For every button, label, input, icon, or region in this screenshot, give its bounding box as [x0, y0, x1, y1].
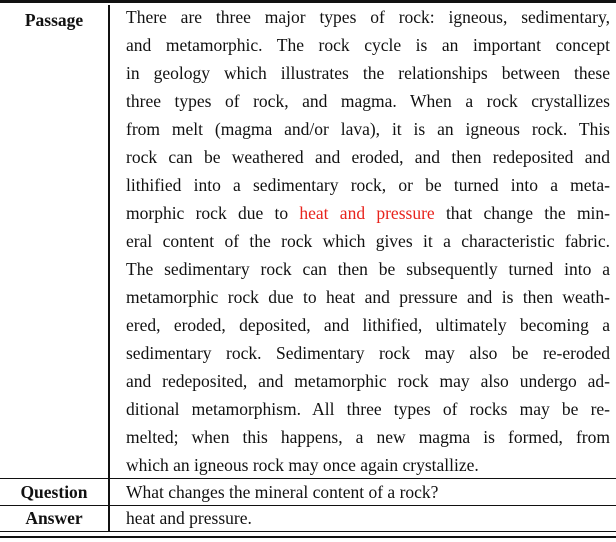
highlighted-answer-span: heat and pressure: [299, 203, 435, 223]
bottom-rule-double: [0, 536, 616, 538]
passage-line: melted; when this happens, a new magma is formed, from: [126, 427, 610, 447]
answer-text: heat and pressure.: [126, 508, 252, 528]
row-divider: [0, 505, 616, 506]
passage-line: which an igneous rock may once again crystallize.: [126, 455, 479, 475]
passage-line: [126, 199, 610, 227]
passage-line: sedimentary rock. Sedimentary rock may also be re-eroded: [126, 343, 610, 363]
passage-line: three types of rock, and magma. When a rock crystallizes: [126, 91, 610, 111]
passage-line: and metamorphic. The rock cycle is an important concept: [126, 35, 610, 55]
passage-label: Passage: [24, 10, 84, 30]
passage-line: in geology which illustrates the relationships between these: [126, 63, 610, 83]
answer-label: Answer: [25, 508, 83, 528]
question-text: What changes the mineral content of a rock?: [126, 482, 439, 502]
bottom-rule: [0, 531, 616, 532]
passage-text: [126, 3, 610, 479]
passage-line: from melt (magma and/or lava), it is an igneous rock. This: [126, 119, 610, 139]
passage-line: The sedimentary rock can then be subsequently turned into a: [126, 259, 610, 279]
passage-line: ered, eroded, deposited, and lithified, ultimately becoming a: [126, 315, 610, 335]
passage-text-span: that change the min-: [434, 203, 610, 223]
row-divider: [0, 478, 616, 479]
passage-line: There are three major types of rock: igneous, sedimentary,: [126, 7, 610, 27]
passage-line: metamorphic rock due to heat and pressure and is then weath-: [126, 287, 610, 307]
passage-line: ditional metamorphism. All three types of rocks may be re-: [126, 399, 610, 419]
passage-text-span: morphic rock due to: [126, 203, 300, 223]
column-divider: [108, 5, 110, 531]
passage-line: lithified into a sedimentary rock, or be turned into a meta-: [126, 175, 610, 195]
question-label: Question: [20, 482, 88, 502]
passage-line: rock can be weathered and eroded, and then redeposited and: [126, 147, 610, 167]
passage-line: eral content of the rock which gives it a characteristic fabric.: [126, 231, 610, 251]
passage-line: and redeposited, and metamorphic rock may also undergo ad-: [126, 371, 610, 391]
